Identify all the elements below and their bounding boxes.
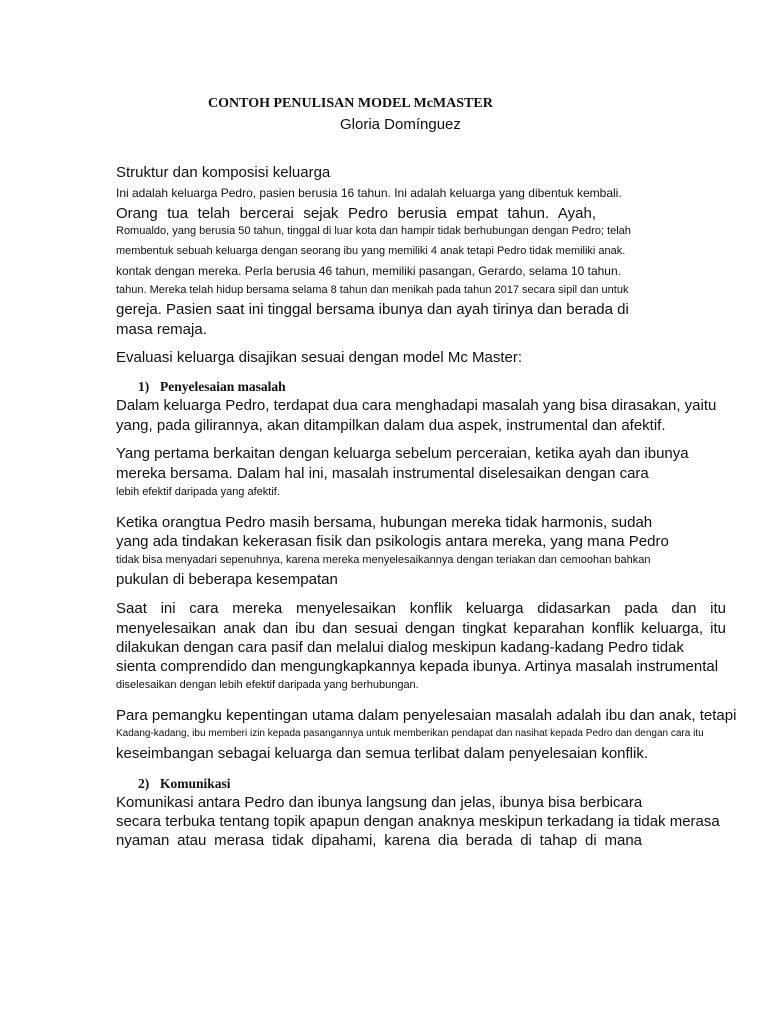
- heading-number: 2): [138, 776, 150, 791]
- text-line: Ketika orangtua Pedro masih bersama, hubungan mereka tidak harmonis, sudah: [116, 514, 653, 531]
- text-line: Yang pertama berkaitan dengan keluarga sebelum perceraian, ketika ayah dan ibunya: [116, 445, 689, 462]
- section-heading-problem-solving: [138, 379, 286, 395]
- text-line: pukulan di beberapa kesempatan: [116, 571, 338, 588]
- document-title: CONTOH PENULISAN MODEL McMASTER: [208, 96, 493, 111]
- text-line: sienta comprendido dan mengungkapkannya kepada ibunya. Artinya masalah instrumental: [116, 658, 719, 675]
- text-line: membentuk sebuah keluarga dengan seorang ibu yang memiliki 4 anak tetapi Pedro tidak memiliki anak.: [116, 245, 626, 257]
- text-line: Ini adalah keluarga Pedro, pasien berusia 16 tahun. Ini adalah keluarga yang dibentuk kembali.: [116, 186, 622, 200]
- text-line: yang ada tindakan kekerasan fisik dan psikologis antara mereka, yang mana Pedro: [116, 533, 669, 550]
- text-line: menyelesaikan anak dan ibu dan sesuai dengan tingkat keparahan konflik keluarga, itu: [116, 620, 726, 637]
- text-line: kontak dengan mereka. Perla berusia 46 tahun, memiliki pasangan, Gerardo, selama 10 tahun.: [116, 264, 621, 278]
- text-line: tidak bisa menyadari sepenuhnya, karena mereka menyelesaikannya dengan teriakan dan cemoohan bahkan: [116, 554, 651, 566]
- text-line: Kadang-kadang, ibu memberi izin kepada pasangannya untuk memberikan pendapat dan nasihat kepada Pedro dan dengan cara itu: [116, 728, 704, 739]
- text-line: tahun. Mereka telah hidup bersama selama 8 tahun dan menikah pada tahun 2017 secara sipil dan untuk: [116, 284, 629, 296]
- text-line: mereka bersama. Dalam hal ini, masalah instrumental diselesaikan dengan cara: [116, 465, 649, 482]
- text-line: yang, pada gilirannya, akan ditampilkan dalam dua aspek, instrumental dan afektif.: [116, 417, 666, 434]
- text-line: secara terbuka tentang topik apapun dengan anaknya meskipun terkadang ia tidak merasa: [116, 813, 720, 830]
- text-line: Para pemangku kepentingan utama dalam penyelesaian masalah adalah ibu dan anak, tetapi: [116, 707, 737, 724]
- text-line: Komunikasi antara Pedro dan ibunya langsung dan jelas, ibunya bisa berbicara: [116, 794, 643, 811]
- text-line: Orang tua telah bercerai sejak Pedro berusia empat tahun. Ayah,: [116, 205, 596, 222]
- heading-number: 1): [138, 379, 150, 394]
- evaluation-intro: Evaluasi keluarga disajikan sesuai dengan model Mc Master:: [116, 349, 523, 366]
- text-line: gereja. Pasien saat ini tinggal bersama ibunya dan ayah tirinya dan berada di: [116, 301, 629, 318]
- text-line: Dalam keluarga Pedro, terdapat dua cara menghadapi masalah yang bisa dirasakan, yaitu: [116, 397, 717, 414]
- text-line: Saat ini cara mereka menyelesaikan konflik keluarga didasarkan pada dan itu: [116, 600, 726, 617]
- text-line: nyaman atau merasa tidak dipahami, karena dia berada di tahap di mana: [116, 832, 642, 849]
- text-line: lebih efektif daripada yang afektif.: [116, 486, 280, 498]
- text-line: keseimbangan sebagai keluarga dan semua terlibat dalam penyelesaian konflik.: [116, 745, 649, 762]
- text-line: diselesaikan dengan lebih efektif daripada yang berhubungan.: [116, 679, 419, 691]
- text-line: dilakukan dengan cara pasif dan melalui dialog meskipun kadang-kadang Pedro tidak: [116, 639, 684, 656]
- section-heading-structure: Struktur dan komposisi keluarga: [116, 164, 331, 181]
- heading-text: Penyelesaian masalah: [160, 379, 286, 394]
- document-author: Gloria Domínguez: [340, 116, 461, 133]
- section-heading-communication: [138, 776, 231, 792]
- heading-text: Komunikasi: [160, 776, 231, 791]
- text-line: Romualdo, yang berusia 50 tahun, tinggal di luar kota dan hampir tidak berhubungan dengan Pedro; telah: [116, 225, 631, 237]
- text-line: masa remaja.: [116, 321, 207, 338]
